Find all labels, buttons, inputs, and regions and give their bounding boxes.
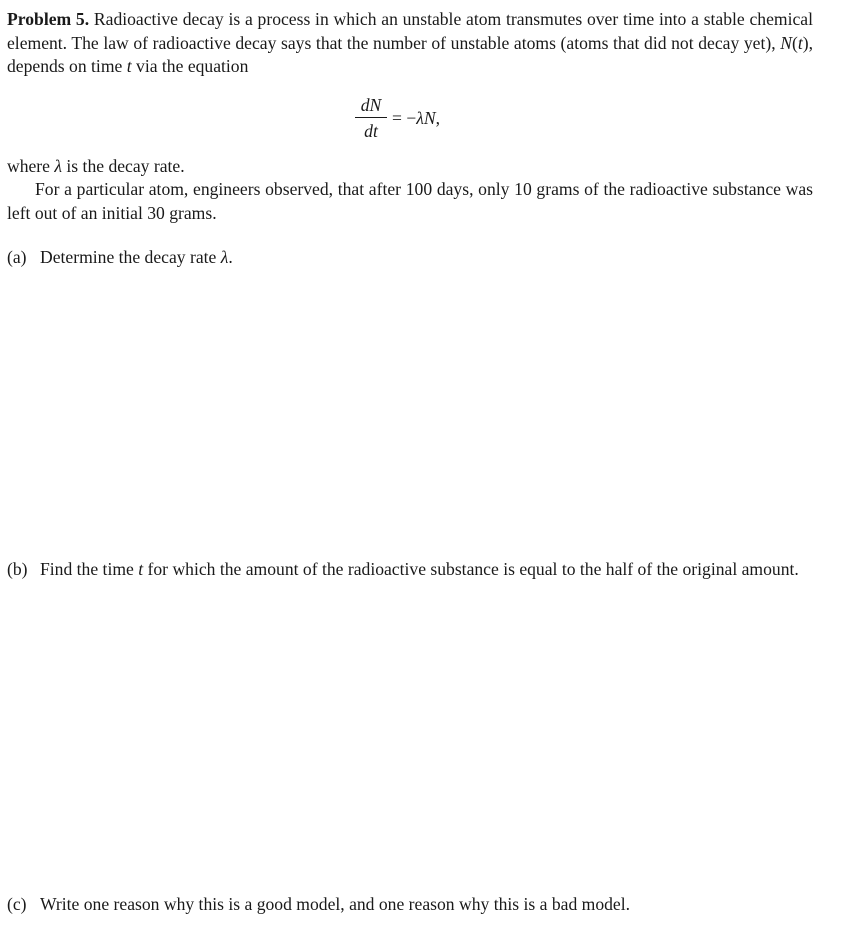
part-b-post: for which the amount of the radioactive substance is equal to the half of the original amount. xyxy=(147,559,799,579)
part-b xyxy=(7,558,813,582)
paren-open: ( xyxy=(791,32,798,53)
where-post: is the decay rate. xyxy=(66,156,185,176)
observation-line1: For a particular atom, engineers observed, that after 100 days, only 10 grams of the radioactive xyxy=(35,179,708,199)
part-c xyxy=(7,893,813,917)
part-c-label: (c) xyxy=(7,894,27,914)
observation-line2: substance was left out of an initial 30 grams. xyxy=(7,179,813,223)
fraction-numerator: dN xyxy=(360,95,382,115)
part-b-label: (b) xyxy=(7,559,28,579)
fraction-denominator: dt xyxy=(364,121,378,141)
fraction-bar xyxy=(355,117,387,118)
intro-text-line2: a stable chemical element. The law of radioactive decay says that the number of unstable atoms xyxy=(7,9,813,53)
var-time: t xyxy=(126,56,132,76)
intro-text-line1: Radioactive decay is a process in which an unstable atom transmutes over time into xyxy=(93,9,687,29)
where-lambda: λ xyxy=(54,156,63,176)
equation-rhs xyxy=(392,106,440,130)
derivative-fraction xyxy=(353,94,389,142)
rhs-N: N xyxy=(423,108,436,128)
problem-statement xyxy=(7,8,813,79)
part-b-t: t xyxy=(138,559,144,579)
intro-text-line3c: via the equation xyxy=(136,56,249,76)
var-t: t xyxy=(797,32,803,53)
part-a-text xyxy=(40,246,813,270)
part-a-label: (a) xyxy=(7,247,27,267)
part-b-text xyxy=(40,558,813,582)
equals-minus: = − xyxy=(392,108,417,128)
part-a-lambda: λ xyxy=(220,247,229,267)
part-b-pre: Find the time xyxy=(40,559,134,579)
decay-equation xyxy=(0,94,844,148)
where-pre: where xyxy=(7,156,50,176)
intro-text-line3a: (atoms that did not decay yet), xyxy=(560,32,776,53)
part-c-text: Write one reason why this is a good model, and one reason why this is a bad model. xyxy=(40,894,631,914)
paren-close: ), xyxy=(802,32,813,53)
rhs-comma: , xyxy=(435,108,441,128)
var-N: N xyxy=(780,32,792,53)
part-a-post: . xyxy=(228,247,233,267)
where-clause xyxy=(7,155,813,179)
part-a-pre: Determine the decay rate xyxy=(40,247,217,267)
problem-heading: Problem 5. xyxy=(7,9,90,29)
lambda-symbol: λ xyxy=(416,108,424,128)
observation-paragraph xyxy=(7,178,813,225)
part-a xyxy=(7,246,813,270)
intro-text-line3b: depends on time xyxy=(7,56,123,76)
